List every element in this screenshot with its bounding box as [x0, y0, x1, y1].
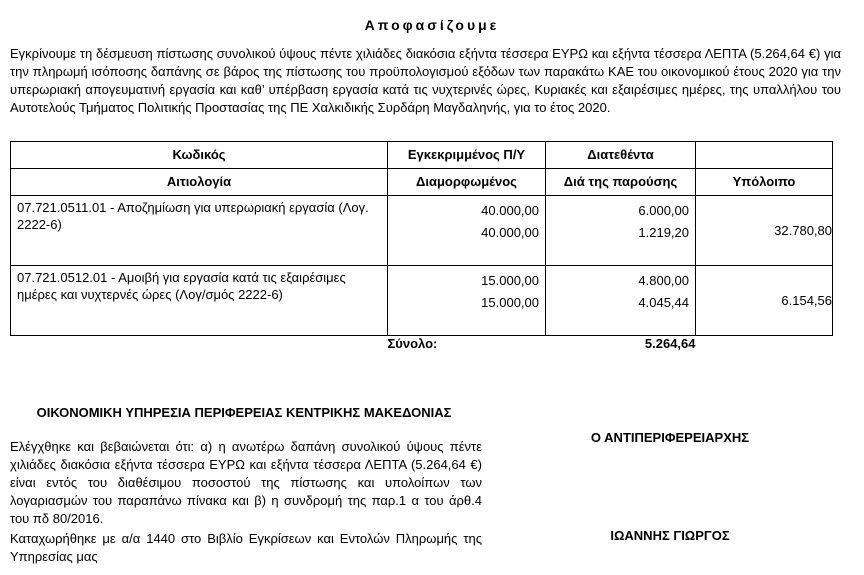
table-row [11, 266, 833, 336]
header-reason: Αιτιολογία [11, 169, 388, 196]
row-approved-value: 40.000,00 [481, 203, 539, 218]
header-current: Διά της παρούσης [546, 169, 696, 196]
decision-heading: Αποφασίζουμε [364, 17, 500, 33]
budget-table [10, 141, 833, 351]
row-remaining-value: 6.154,56 [696, 266, 833, 336]
row-approved-cell [388, 196, 546, 266]
signer-role: Ο ΑΝΤΙΠΕΡΙΦΕΡΕΙΑΡΧΗΣ [590, 430, 750, 445]
header-approved-budget: Εγκεκριμμένος Π/Υ [388, 142, 546, 169]
row-approved-value: 15.000,00 [481, 273, 539, 288]
row-description-cell [11, 196, 388, 266]
registration-text: Καταχωρήθηκε με α/α 1440 στο Βιβλίο Εγκρίσεων και Εντολών Πληρωμής της Υπηρεσίας μας [10, 531, 482, 564]
header-code: Κωδικός [11, 142, 388, 169]
total-label: Σύνολο: [387, 336, 438, 351]
signer-name: ΙΩΑΝΝΗΣ ΓΙΩΡΓΟΣ [610, 528, 730, 543]
header-empty [696, 142, 833, 169]
table-row [11, 196, 833, 266]
row-approved-cell [388, 266, 546, 336]
total-value: 5.264,64 [644, 336, 696, 351]
economic-service-title: ΟΙΚΟΝΟΜΙΚΗ ΥΠΗΡΕΣΙΑ ΠΕΡΙΦΕΡΕΙΑΣ ΚΕΝΤΡΙΚΗΣ ΜΑΚΕΔΟΝΙΑΣ [36, 405, 452, 420]
row-description: 07.721.0511.01 - Αποζημίωση για υπερωριακή εργασία (Λογ. 2222-6) [17, 200, 369, 232]
row-remaining-value: 32.780,80 [696, 196, 833, 266]
table-header-row [11, 169, 833, 196]
economic-service-text: Ελέγχθηκε και βεβαιώνεται ότι: α) η ανωτέρω δαπάνη συνολικού ύψους πέντε χιλιάδες διακόσια εξήντα τέσσερα ΕΥΡΩ και εξήντα τέσσερα ΛΕΠΤΑ (5.264,64 €) είναι εντός του διαθέσιμου ποσοστού της πίστωσης και υπολοίπων των λογαριασμών του παραπάνω πίνακα και β) η συνδρομή της παρ.1 α του άρθ.4 του πδ 80/2016. [10, 439, 482, 526]
row-allocated-cell [546, 196, 696, 266]
decision-intro-text: Εγκρίνουμε τη δέσμευση πίστωσης συνολικού ύψους πέντε χιλιάδες διακόσια εξήντα τέσσερα ΕΥΡΩ και εξήντα τέσσερα ΛΕΠΤΑ (5.264,64 €) για την πληρωμή ισόποσης δαπάνης σε βάρος της πίστωσης του προϋπολογισμού εξόδων των παρακάτω ΚΑΕ του οικονομικού έτους 2020 για την υπερωριακή απογευματινή εργασία και καθ’ υπέρβαση εργασία κατά τις νυχτερινές ώρες, Κυριακές και εξαιρέσιμες ημέρες, της υπαλλήλου του Αυτοτελούς Τμήματος Πολιτικής Προστασίας της ΠΕ Χαλκιδικής Συρδάρη Μαγδαληνής, για το έτος 2020. [10, 46, 841, 115]
header-remaining: Υπόλοιπο [696, 169, 833, 196]
row-adjusted-value: 40.000,00 [481, 225, 539, 240]
row-allocated-cell [546, 266, 696, 336]
row-current-value: 1.219,20 [638, 225, 689, 240]
row-current-value: 4.045,44 [638, 295, 689, 310]
row-description: 07.721.0512.01 - Αμοιβή για εργασία κατά τις εξαιρέσιμες ημέρες και νυχτερνές ώρες (Λογ/σμός 2222-6) [17, 270, 346, 302]
table-header-row [11, 142, 833, 169]
row-allocated-value: 4.800,00 [638, 273, 689, 288]
row-allocated-value: 6.000,00 [638, 203, 689, 218]
header-allocated: Διατεθέντα [546, 142, 696, 169]
table-total-row [11, 336, 833, 352]
row-adjusted-value: 15.000,00 [481, 295, 539, 310]
header-adjusted: Διαμορφωμένος [388, 169, 546, 196]
row-description-cell [11, 266, 388, 336]
